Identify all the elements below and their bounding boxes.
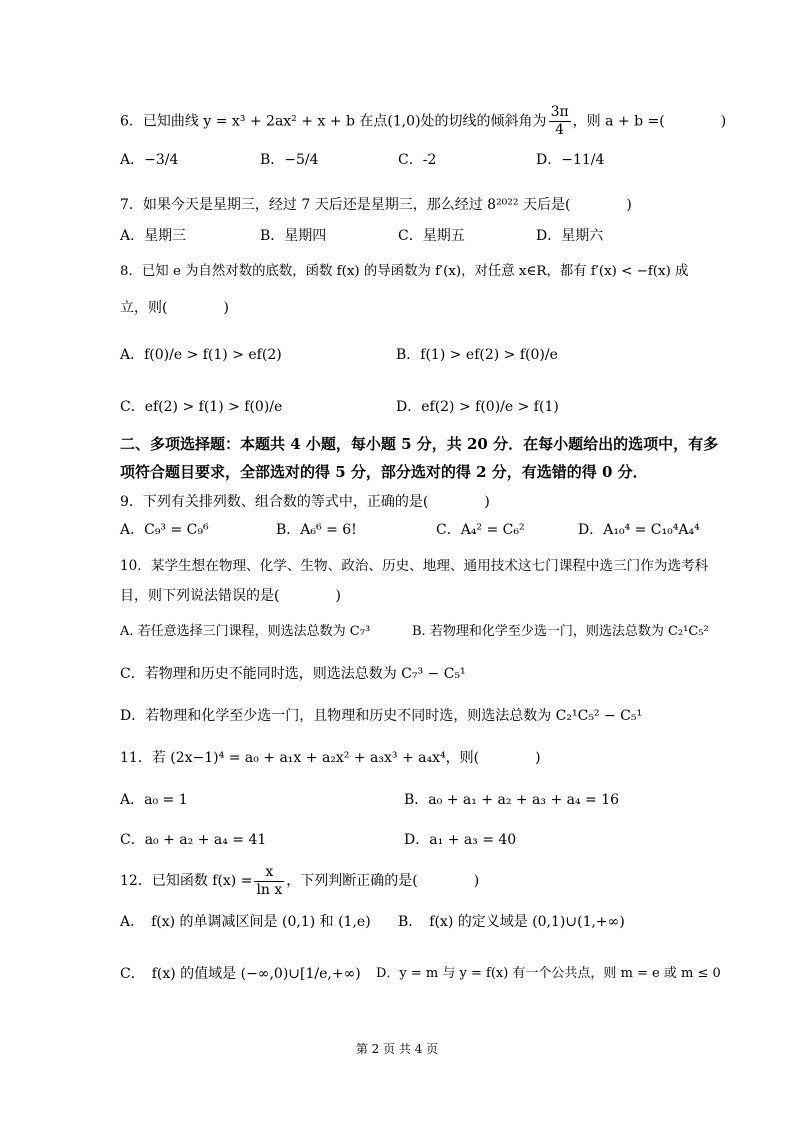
q6-angle-num: 3π xyxy=(550,104,569,120)
q8-option-a: A．f(0)/e > f(1) > ef(2) xyxy=(120,347,282,363)
q11-option-b: B．a₀ + a₁ + a₂ + a₃ + a₄ = 16 xyxy=(404,792,620,808)
q10-option-a: A. 若任意选择三门课程，则选法总数为 C₇³ xyxy=(120,624,371,639)
q12-frac-num: x xyxy=(254,864,284,882)
q6-stem-text: 6．已知曲线 y = x³ + 2ax² + x + b 在点(1,0)处的切线的倾斜角为 xyxy=(120,113,547,130)
q11-stem: 11．若 (2x−1)⁴ = a₀ + a₁x + a₂x² + a₃x³ + a₄x⁴，则( ) xyxy=(120,750,541,766)
q6-option-c: C．-2 xyxy=(398,152,437,168)
q8-stem-cont: 立，则( ) xyxy=(120,300,229,316)
q6-option-a: A．−3/4 xyxy=(120,152,179,168)
q10-stem: 10．某学生想在物理、化学、生物、政治、历史、地理、通用技术这七门课程中选三门作为选考科 xyxy=(120,558,709,574)
q12-frac-den: ln x xyxy=(256,881,283,898)
q12-option-d: D．y = m 与 y = f(x) 有一个公共点，则 m = e 或 m ≤ 0 xyxy=(376,966,721,981)
q9-option-d: D．A₁₀⁴ = C₁₀⁴A₄⁴ xyxy=(578,522,700,538)
q12-stem-pre: 12．已知函数 f(x) = xyxy=(120,873,253,889)
q6-option-d: D．−11/4 xyxy=(536,152,605,168)
q10-stem-cont: 目，则下列说法错误的是( ) xyxy=(120,588,341,604)
q11-option-c: C．a₀ + a₂ + a₄ = 41 xyxy=(120,832,267,848)
q12-stem xyxy=(120,862,479,900)
q8-stem: 8．已知 e 为自然对数的底数，函数 f(x) 的导函数为 f′(x)，对任意 x∈R，都有 f′(x) < −f(x) 成 xyxy=(120,264,689,279)
q11-option-d: D．a₁ + a₃ = 40 xyxy=(404,832,517,848)
q11-option-a: A．a₀ = 1 xyxy=(120,792,188,808)
q7-option-a: A．星期三 xyxy=(120,228,187,244)
q12-option-c: C． f(x) 的值域是 (−∞,0)∪[1/e,+∞) xyxy=(120,966,361,982)
q6-angle-den: 4 xyxy=(555,122,565,138)
q10-option-d: D．若物理和化学至少选一门，且物理和历史不同时选，则选法总数为 C₂¹C₅² − C₅¹ xyxy=(120,708,643,724)
q6-stem xyxy=(120,104,726,139)
q6-angle-fraction xyxy=(549,104,571,139)
q9-option-a: A．C₉³ = C₉⁶ xyxy=(120,522,209,538)
q8-option-c: C．ef(2) > f(1) > f(0)/e xyxy=(120,399,283,415)
q9-stem: 9．下列有关排列数、组合数的等式中，正确的是( ) xyxy=(120,494,490,510)
page-footer: 第 2 页 共 4 页 xyxy=(355,1042,439,1056)
q7-stem: 7．如果今天是星期三，经过 7 天后还是星期三，那么经过 8²⁰²² 天后是( ) xyxy=(120,197,632,213)
q12-option-a: A． f(x) 的单调减区间是 (0,1) 和 (1,e) xyxy=(120,914,371,930)
q12-function-fraction xyxy=(254,864,284,899)
q12-stem-post: ，下列判断正确的是( ) xyxy=(286,873,480,889)
q9-option-b: B．A₆⁶ = 6! xyxy=(276,522,357,538)
q7-option-d: D．星期六 xyxy=(536,228,604,244)
q9-option-c: C．A₄² = C₆² xyxy=(436,522,525,538)
q8-option-b: B．f(1) > ef(2) > f(0)/e xyxy=(396,347,558,363)
section-heading-multiple-choice: 二、多项选择题：本题共 4 小题，每小题 5 分，共 20 分．在每小题给出的选项中，有多项符合题目要求，全部选对的得 5 分，部分选对的得 2 分，有选错的得 0 分． xyxy=(120,435,719,481)
q10-option-b: B. 若物理和化学至少选一门，则选法总数为 C₂¹C₅² xyxy=(412,624,709,639)
q6-option-b: B．−5/4 xyxy=(260,152,319,168)
q6-tail: ，则 a + b =( ) xyxy=(572,113,727,130)
q7-option-c: C．星期五 xyxy=(398,228,465,244)
q12-option-b: B． f(x) 的定义域是 (0,1)∪(1,+∞) xyxy=(398,914,625,930)
q8-option-d: D．ef(2) > f(0)/e > f(1) xyxy=(396,399,559,415)
q10-option-c: C．若物理和历史不能同时选，则选法总数为 C₇³ − C₅¹ xyxy=(120,666,466,682)
q7-option-b: B．星期四 xyxy=(260,228,327,244)
